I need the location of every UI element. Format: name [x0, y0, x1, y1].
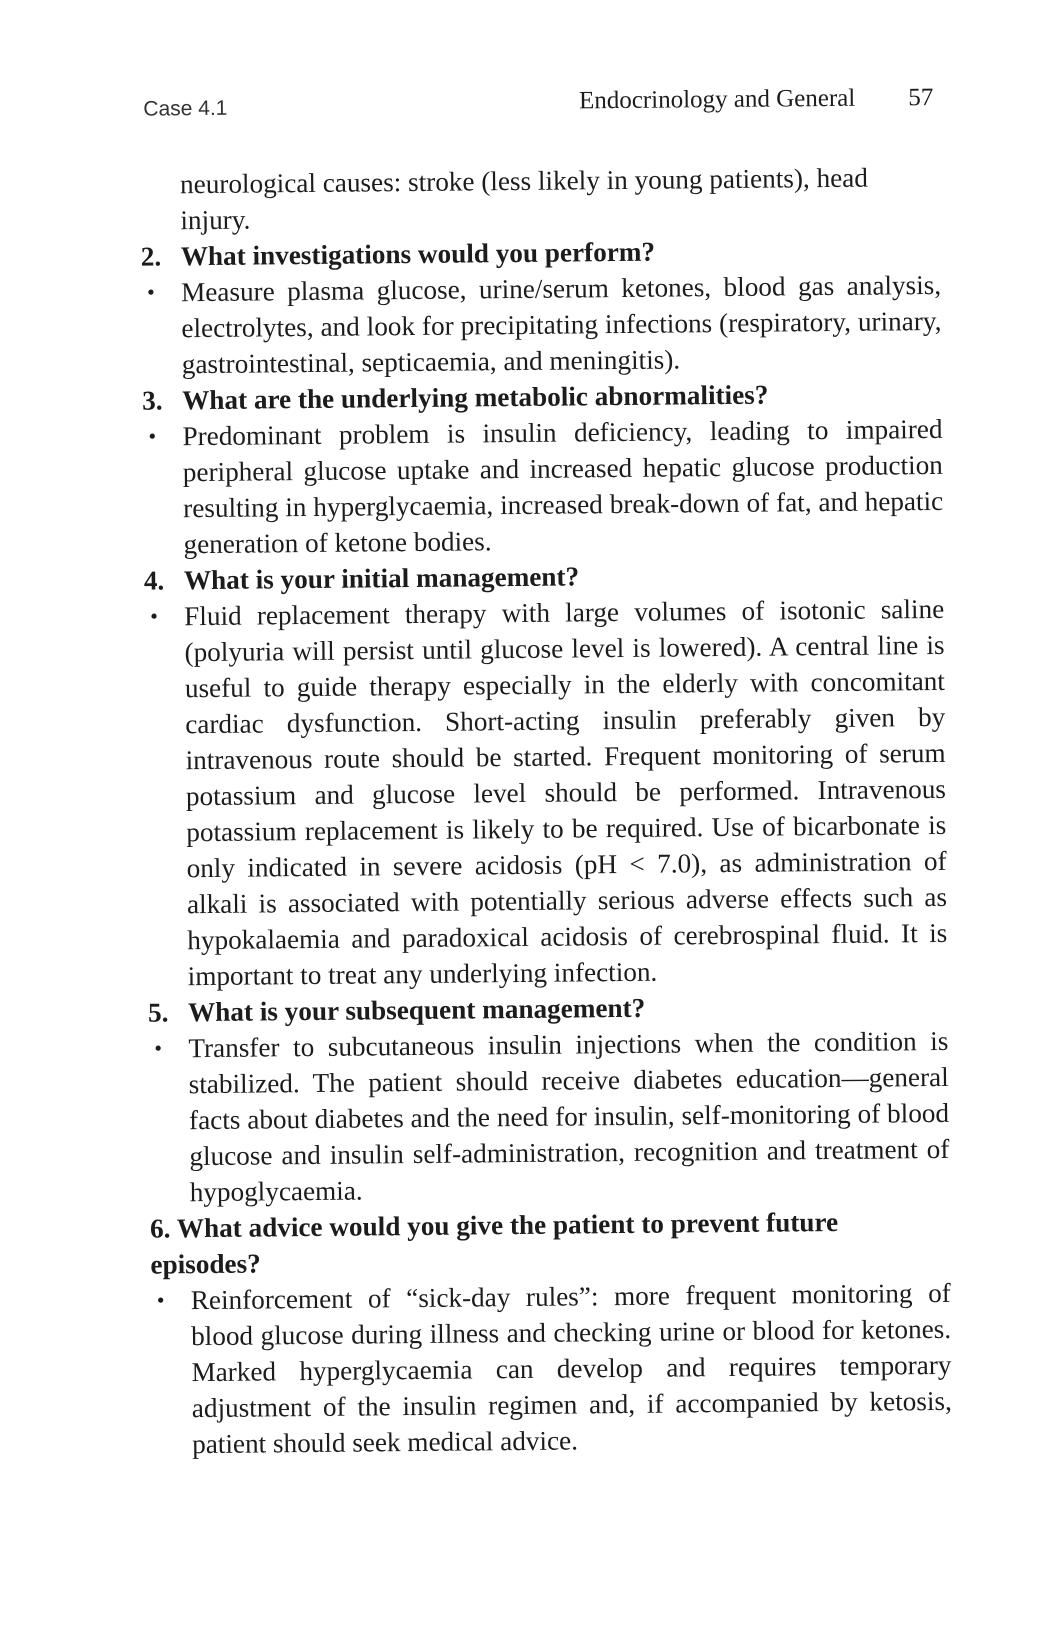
answer-3	[142, 411, 943, 563]
bullet-icon: •	[154, 1035, 163, 1061]
question-number: 4.	[143, 565, 165, 596]
answer-5	[148, 1023, 950, 1211]
answer-4	[144, 591, 948, 995]
answer-6	[151, 1275, 953, 1463]
answer-text: Measure plasma glucose, urine/serum ketones, blood gas analysis, electrolytes, and look for precipitating infections (respiratory, urinary, gastrointestinal, septicaemia, and meningitis).	[180, 269, 942, 380]
answer-text: Reinforcement of “sick-day rules”: more frequent monitoring of blood glucose during illness and checking urine or blood for ketones. Marked hyperglycaemia can develop and requires temporary adjustment of the insulin regimen and, if accompanied by ketosis, patient should seek medical advice.	[190, 1277, 952, 1460]
question-6	[150, 1203, 951, 1283]
answer-2	[141, 267, 942, 383]
bullet-icon: •	[146, 279, 155, 305]
continuation-paragraph: neurological causes: stroke (less likely in young patients), head injury.	[179, 162, 868, 236]
running-header	[143, 84, 933, 132]
question-text: What investigations would you perform?	[180, 236, 656, 272]
bullet-icon: •	[150, 603, 159, 629]
section-title: Endocrinology and General	[578, 84, 856, 115]
case-label: Case 4.1	[143, 96, 228, 121]
page-body	[140, 159, 952, 1463]
question-number: 6.	[149, 1213, 171, 1244]
question-text: What are the underlying metabolic abnormalities?	[182, 379, 769, 416]
answer-text: Transfer to subcutaneous insulin injections when the condition is stabilized. The patient should receive diabetes education—general facts about diabetes and the need for insulin, self-monitoring of blood glucose and insulin self-administration, recognition and treatment of hypoglycaemia.	[188, 1025, 950, 1208]
question-text: What advice would you give the patient to prevent future episodes?	[150, 1206, 839, 1280]
question-number: 2.	[140, 241, 162, 272]
bullet-icon: •	[148, 423, 157, 449]
question-text: What is your initial management?	[183, 561, 580, 596]
question-number: 5.	[147, 997, 169, 1028]
question-number: 3.	[142, 385, 163, 416]
answer-text: Fluid replacement therapy with large volumes of isotonic saline (polyuria will persist until glucose level is lowered). A central line is useful to guide therapy especially in the elderly with concomitant cardiac dysfunction. Short-acting insulin preferably given by intravenous route should be started. Frequent monitoring of serum potassium and glucose level should be performed. Intravenous potassium replacement is likely to be required. Use of bicarbonate is only indicated in severe acidosis (pH < 7.0), as administration of alkali is associated with potentially serious adverse effects such as hypokalaemia and paradoxical acidosis of cerebrospinal fluid. It is important to treat any underlying infection.	[184, 593, 948, 992]
bullet-icon: •	[156, 1287, 165, 1313]
answer-text: Predominant problem is insulin deficiency, leading to impaired peripheral glucose uptake and increased hepatic glucose production resulting in hyperglycaemia, increased break-down of fat, and hepatic generation of ketone bodies.	[182, 413, 944, 560]
page-number: 57	[908, 84, 934, 112]
question-text: What is your subsequent management?	[187, 992, 646, 1028]
